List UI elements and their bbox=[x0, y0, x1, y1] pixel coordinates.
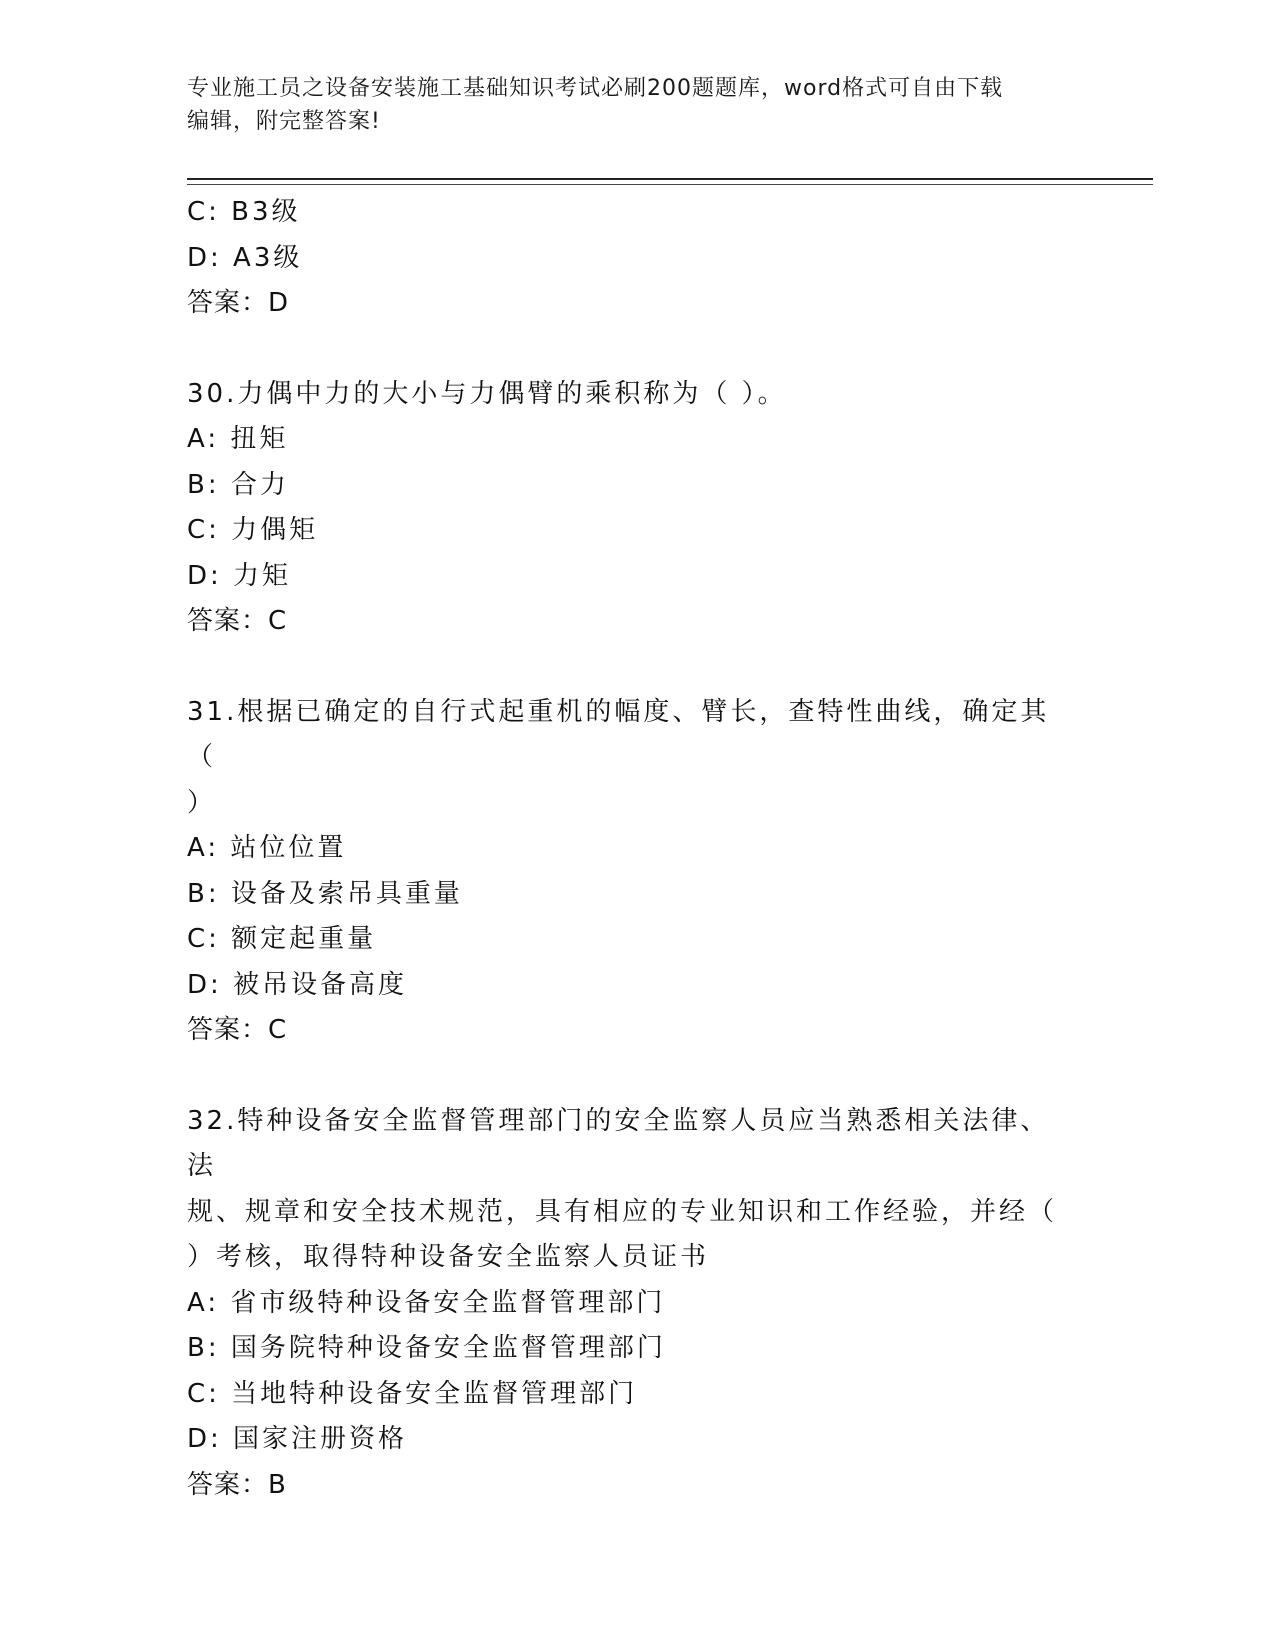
question-text-line-2: ） bbox=[187, 787, 217, 818]
question-text-line-3: ）考核，取得特种设备安全监察人员证书 bbox=[187, 1242, 710, 1272]
option-d: D: A3级 bbox=[187, 242, 303, 273]
option-b: B: 设备及索吊具重量 bbox=[187, 878, 463, 909]
document-body bbox=[187, 190, 1087, 1508]
option-c: C: B3级 bbox=[187, 197, 301, 227]
option-b: B: 国务院特种设备安全监督管理部门 bbox=[187, 1333, 666, 1363]
answer-line: 答案：C bbox=[187, 1015, 288, 1045]
option-c: C: 力偶矩 bbox=[187, 515, 319, 545]
header-rule-thin bbox=[187, 184, 1153, 185]
answer-line: 答案：B bbox=[187, 1469, 287, 1500]
option-a: A: 扭矩 bbox=[187, 424, 289, 454]
option-d: D: 被吊设备高度 bbox=[187, 969, 408, 1000]
question-text: 30.力偶中力的大小与力偶臂的乘积称为（ ）。 bbox=[187, 378, 787, 409]
question-31 bbox=[187, 690, 1087, 1054]
option-c: C: 当地特种设备安全监督管理部门 bbox=[187, 1378, 638, 1409]
option-a: A: 站位位置 bbox=[187, 833, 347, 863]
header-rule-thick bbox=[187, 178, 1153, 180]
header-line-1: 专业施工员之设备安装施工基础知识考试必刷200题题库，word格式可自由下载 bbox=[187, 76, 1004, 101]
answer-line: 答案：C bbox=[187, 606, 288, 636]
question-text-line-1: 32.特种设备安全监督管理部门的安全监察人员应当熟悉相关法律、法 bbox=[187, 1105, 1050, 1181]
question-32 bbox=[187, 1099, 1087, 1509]
document-header bbox=[187, 72, 1067, 138]
question-text-line-1: 31.根据已确定的自行式起重机的幅度、臂长，查特性曲线，确定其（ bbox=[187, 696, 1050, 772]
option-a: A: 省市级特种设备安全监督管理部门 bbox=[187, 1287, 666, 1318]
option-d: D: 国家注册资格 bbox=[187, 1424, 408, 1454]
answer-line: 答案：D bbox=[187, 288, 290, 318]
header-line-2: 编辑，附完整答案! bbox=[187, 109, 381, 134]
option-c: C: 额定起重量 bbox=[187, 924, 377, 954]
option-b: B: 合力 bbox=[187, 469, 289, 500]
question-text-line-2: 规、规章和安全技术规范，具有相应的专业知识和工作经验，并经（ bbox=[187, 1196, 1058, 1227]
question-30 bbox=[187, 372, 1087, 645]
option-d: D: 力矩 bbox=[187, 560, 292, 591]
question-29-tail bbox=[187, 190, 1087, 327]
